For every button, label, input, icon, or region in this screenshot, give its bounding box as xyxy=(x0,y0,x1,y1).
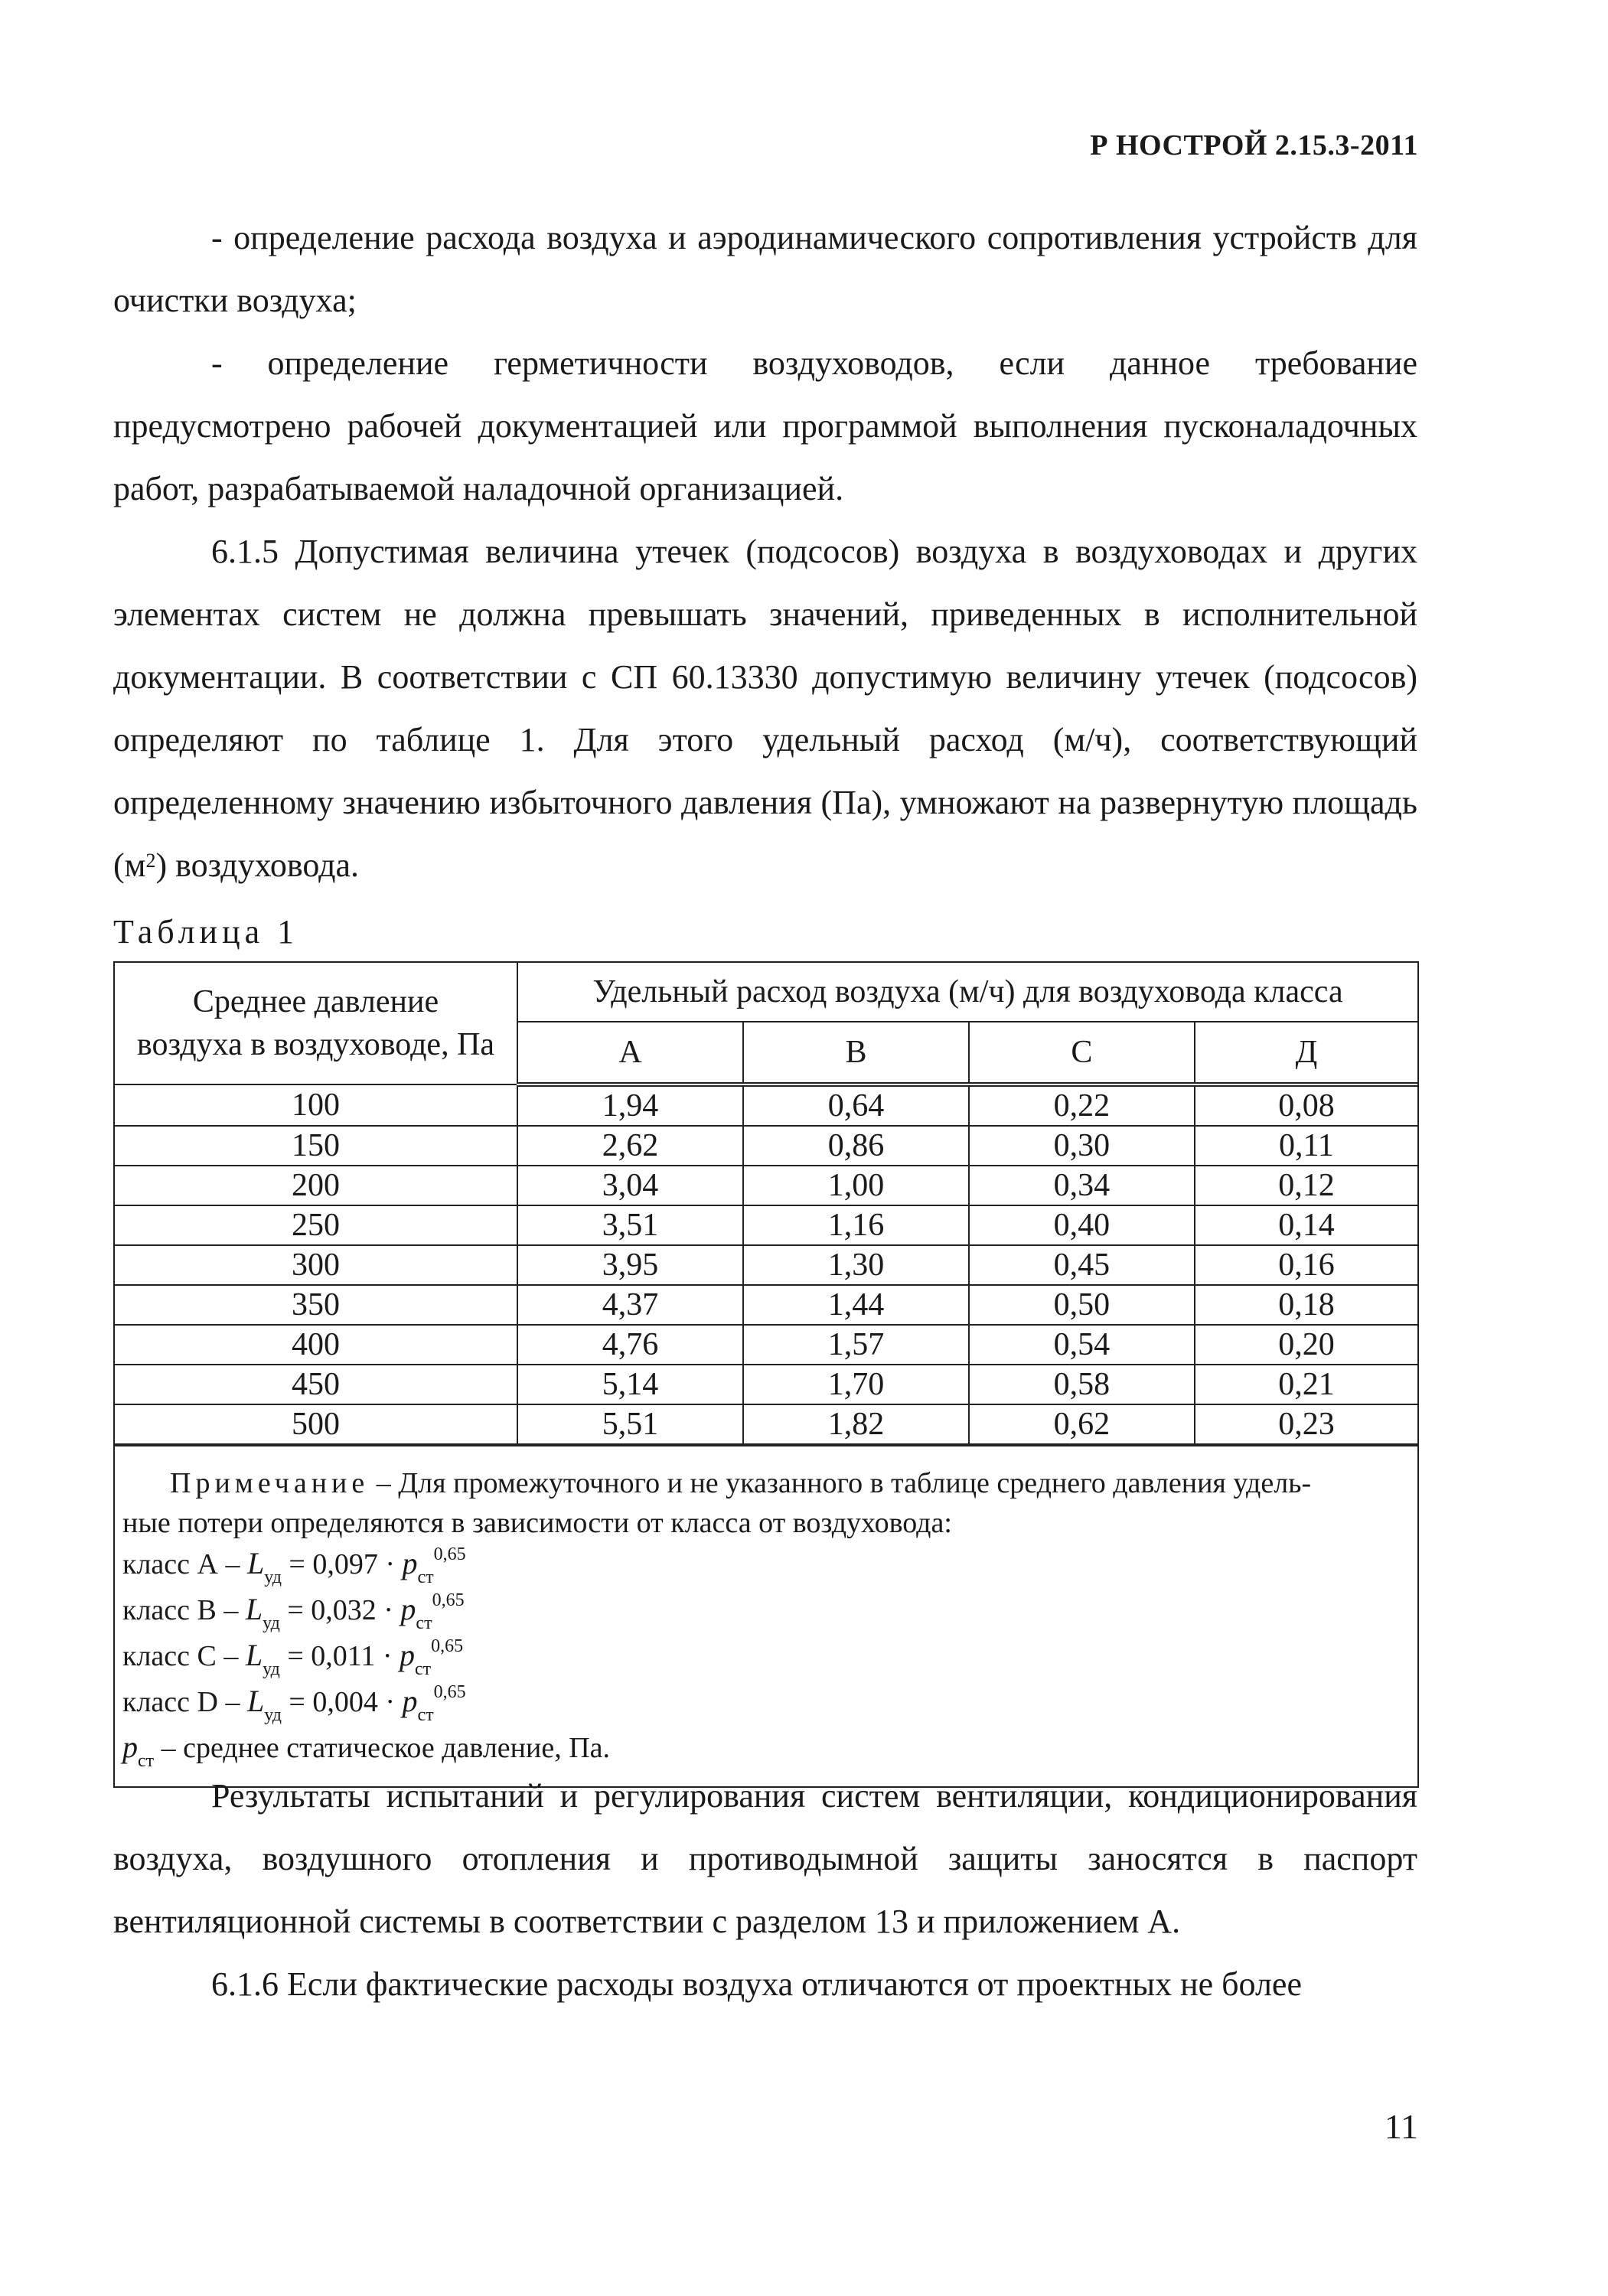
table-cell: 0,22 xyxy=(969,1084,1195,1126)
paragraph-results: Результаты испытаний и регулирования систем вентиляции, кондиционирования воздуха, воздушного отопления и противодымной защиты заносятся в паспорт вентиляционной системы в соответствии с разделом 13 и приложением А. xyxy=(113,1777,1417,1940)
flow-rate-header: Удельный расход воздуха (м/ч) для воздуховода класса xyxy=(517,963,1417,1022)
table-cell: 0,58 xyxy=(969,1365,1195,1404)
formula-class-c xyxy=(122,1635,1410,1681)
formula-l-subscript: уд xyxy=(263,1613,280,1633)
formula-coefficient: = 0,097 · xyxy=(289,1548,403,1580)
formula-p-subscript: ст xyxy=(417,1567,434,1587)
formula-l-symbol: L xyxy=(245,1638,263,1672)
table-cell: 1,30 xyxy=(743,1245,969,1285)
paragraph-duct-tightness: - определение герметичности воздуховодов, если данное требование предусмотрено рабочей документацией или программой выполнения пусконаладочных работ, разрабатываемой наладочной организацией. xyxy=(113,344,1417,507)
table-cell-pressure: 250 xyxy=(115,1205,517,1245)
table-cell: 1,94 xyxy=(517,1084,743,1126)
class-header-d: Д xyxy=(1195,1022,1417,1084)
formula-prefix: класс А – xyxy=(122,1548,247,1580)
table-cell: 0,62 xyxy=(969,1404,1195,1444)
formula-prefix: класс D – xyxy=(122,1686,247,1718)
table-cell: 0,54 xyxy=(969,1325,1195,1365)
paragraph-6-1-5-tail: ) воздуховода. xyxy=(155,846,360,884)
table-cell-pressure: 200 xyxy=(115,1166,517,1205)
table-cell: 0,23 xyxy=(1195,1404,1417,1444)
table-cell: 3,95 xyxy=(517,1245,743,1285)
table-cell: 0,11 xyxy=(1195,1126,1417,1166)
table-cell: 3,51 xyxy=(517,1205,743,1245)
formula-l-symbol: L xyxy=(246,1546,265,1580)
formula-coefficient: = 0,004 · xyxy=(289,1686,403,1718)
table-cell: 4,37 xyxy=(517,1285,743,1325)
formula-class-a xyxy=(122,1543,1410,1589)
table-cell: 0,40 xyxy=(969,1205,1195,1245)
table-row xyxy=(115,1084,1417,1126)
table-cell: 1,44 xyxy=(743,1285,969,1325)
table-cell: 0,64 xyxy=(743,1084,969,1126)
formula-exponent: 0,65 xyxy=(431,1636,464,1656)
formula-l-subscript: уд xyxy=(263,1659,280,1679)
table-cell: 0,14 xyxy=(1195,1205,1417,1245)
formula-coefficient: = 0,011 · xyxy=(287,1640,400,1672)
table-cell: 0,18 xyxy=(1195,1285,1417,1325)
table-cell: 5,51 xyxy=(517,1404,743,1444)
superscript-squared: 2 xyxy=(145,850,156,872)
paragraph-6-1-5-main: 6.1.5 Допустимая величина утечек (подсосов) воздуха в воздуховодах и других элементах систем не должна превышать значений, приведенных в исполнительной документации. В соответствии с СП 60.13330 допустимую величину утечек (подсосов) определяют по таблице 1. Для этого удельный расход (м/ч), соответствующий определенному значению избыточного давления (Па), умножают на развернутую площадь (м xyxy=(113,533,1417,884)
table-cell: 0,16 xyxy=(1195,1245,1417,1285)
table-cell: 0,08 xyxy=(1195,1084,1417,1126)
paragraph-6-1-5 xyxy=(113,520,1417,897)
table-cell: 0,45 xyxy=(969,1245,1195,1285)
class-header-b: В xyxy=(743,1022,969,1084)
table-cell: 0,21 xyxy=(1195,1365,1417,1404)
formula-coefficient: = 0,032 · xyxy=(287,1594,401,1626)
formula-prefix: класс В – xyxy=(122,1594,246,1626)
note-last-line: – среднее статическое давление, Па. xyxy=(154,1732,611,1764)
table-row xyxy=(115,1285,1417,1325)
table-cell: 1,70 xyxy=(743,1365,969,1404)
table-cell: 5,14 xyxy=(517,1365,743,1404)
formula-l-subscript: уд xyxy=(264,1705,282,1725)
table-cell: 3,04 xyxy=(517,1166,743,1205)
note-text-1: – Для промежуточного и не указанного в таблице среднего давления удель- xyxy=(369,1467,1312,1499)
formula-exponent: 0,65 xyxy=(432,1590,465,1610)
table-row xyxy=(115,1245,1417,1285)
table-cell: 4,76 xyxy=(517,1325,743,1365)
formula-l-symbol: L xyxy=(246,1684,265,1718)
pressure-header-line2: воздуха в воздуховоде, Па xyxy=(136,1027,495,1062)
formula-p-symbol: p xyxy=(402,1684,418,1718)
pressure-header-line1: Среднее давление xyxy=(192,984,439,1019)
formula-prefix: класс С – xyxy=(122,1640,246,1672)
formula-p-symbol: p xyxy=(400,1592,416,1626)
pressure-column-header xyxy=(115,963,517,1084)
table-cell-pressure: 150 xyxy=(115,1126,517,1166)
table-row xyxy=(115,1205,1417,1245)
table-row xyxy=(115,1126,1417,1166)
leakage-data-table xyxy=(115,963,1417,1445)
table-row xyxy=(115,1166,1417,1205)
formula-exponent: 0,65 xyxy=(433,1682,466,1702)
table-cell-pressure: 350 xyxy=(115,1285,517,1325)
table-cell-pressure: 100 xyxy=(115,1084,517,1126)
table-note xyxy=(115,1445,1417,1786)
formula-p-subscript: ст xyxy=(417,1705,434,1725)
formula-l-symbol: L xyxy=(245,1592,263,1626)
table-cell: 0,34 xyxy=(969,1166,1195,1205)
table-cell: 1,57 xyxy=(743,1325,969,1365)
table-cell: 0,50 xyxy=(969,1285,1195,1325)
formula-l-subscript: уд xyxy=(264,1567,282,1587)
table-cell-pressure: 450 xyxy=(115,1365,517,1404)
table-cell: 0,86 xyxy=(743,1126,969,1166)
formula-p-symbol: p xyxy=(402,1546,418,1580)
leakage-table xyxy=(113,961,1419,1788)
formula-p-subscript: ст xyxy=(416,1613,432,1633)
paragraph-air-flow-cleaning: - определение расхода воздуха и аэродинамического сопротивления устройств для очистки воздуха; xyxy=(113,219,1417,319)
formula-class-d xyxy=(122,1681,1410,1727)
table-cell: 1,82 xyxy=(743,1404,969,1444)
formula-exponent: 0,65 xyxy=(433,1544,466,1564)
class-header-c: С xyxy=(969,1022,1195,1084)
table-cell-pressure: 400 xyxy=(115,1325,517,1365)
formula-p-symbol: p xyxy=(400,1638,416,1672)
table-cell: 1,00 xyxy=(743,1166,969,1205)
table-cell-pressure: 500 xyxy=(115,1404,517,1444)
table-cell: 0,12 xyxy=(1195,1166,1417,1205)
class-header-a: А xyxy=(517,1022,743,1084)
table-row xyxy=(115,1404,1417,1444)
formula-p-subscript: ст xyxy=(138,1751,155,1771)
table-cell: 0,30 xyxy=(969,1126,1195,1166)
table-caption: Таблица 1 xyxy=(113,913,299,951)
table-cell: 1,16 xyxy=(743,1205,969,1245)
note-line-1 xyxy=(122,1463,1410,1503)
note-title: Примечание xyxy=(170,1467,370,1499)
table-row xyxy=(115,1365,1417,1404)
paragraph-6-1-6: 6.1.6 Если фактические расходы воздуха отличаются от проектных не более xyxy=(211,1965,1302,2003)
note-line-2: ные потери определяются в зависимости от класса от воздуховода: xyxy=(122,1507,952,1539)
document-code-header: Р НОСТРОЙ 2.15.3-2011 xyxy=(1090,129,1418,161)
table-cell: 2,62 xyxy=(517,1126,743,1166)
page-number: 11 xyxy=(1384,2107,1418,2146)
formula-class-b xyxy=(122,1589,1410,1635)
table-cell: 0,20 xyxy=(1195,1325,1417,1365)
formula-p-subscript: ст xyxy=(415,1659,432,1679)
table-row xyxy=(115,1325,1417,1365)
formula-p-symbol: p xyxy=(122,1730,138,1764)
table-cell-pressure: 300 xyxy=(115,1245,517,1285)
